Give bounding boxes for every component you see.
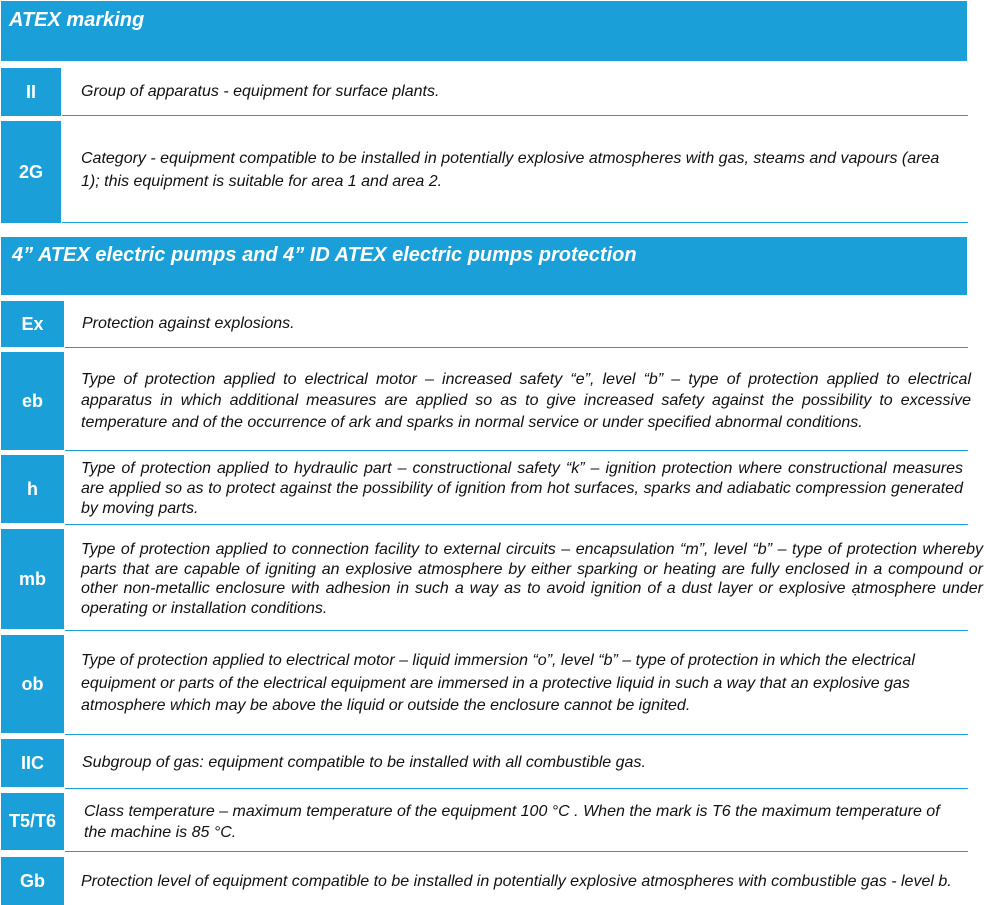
marking-description: Protection level of equipment compatible to be installed in potentially explosive atmospheres with combustible gas - level b. — [81, 872, 952, 890]
marking-code: 2G — [1, 121, 61, 223]
marking-code: Gb — [1, 857, 64, 905]
table-row — [0, 793, 968, 850]
marking-description: Subgroup of gas: equipment compatible to be installed with all combustible gas. — [82, 754, 646, 771]
marking-code: Ex — [1, 301, 64, 347]
marking-description: Type of protection applied to connection facility to external circuits – encapsulation “m”, level “b” – type of protection whereby parts that are capable of igniting an explosive atmosphere by either sparking or heating are fully enclosed in a compound or other non-metallic enclosure with adhesion in such a way as to avoid ignition of a dust layer or explosive ạtmosphere under operating or installation conditions. — [81, 541, 983, 617]
row-divider — [65, 630, 968, 631]
marking-code: h — [1, 455, 64, 523]
section-header-protection — [1, 237, 967, 295]
table-row — [0, 68, 968, 116]
table-row — [0, 739, 968, 787]
row-divider — [65, 851, 968, 852]
marking-description: Protection against explosions. — [82, 315, 295, 332]
table-row — [0, 635, 968, 733]
section-title: 4” ATEX electric pumps and 4” ID ATEX electric pumps protection — [12, 244, 637, 266]
row-divider — [62, 222, 968, 223]
marking-code: ob — [1, 635, 64, 733]
row-divider — [65, 450, 968, 451]
table-row — [0, 352, 971, 450]
marking-description: Group of apparatus - equipment for surface plants. — [81, 83, 440, 100]
table-row — [0, 301, 968, 347]
marking-code: mb — [1, 529, 64, 629]
marking-description: Category - equipment compatible to be installed in potentially explosive atmospheres with gas, steams and vapours (area 1); this equipment is suitable for area 1 and area 2. — [81, 150, 940, 190]
section-title: ATEX marking — [9, 9, 145, 31]
marking-description: Type of protection applied to hydraulic part – constructional safety “k” – ignition protection where constructional measures are applied so as to protect against the possibility of ignition from hot surfaces, sparks and adiabatic compression generated by moving parts. — [81, 460, 963, 517]
row-divider — [65, 788, 968, 789]
row-divider — [65, 734, 968, 735]
marking-code: II — [1, 68, 61, 116]
marking-code: IIC — [1, 739, 64, 787]
table-row — [0, 121, 968, 223]
table-row — [0, 529, 983, 629]
marking-code: eb — [1, 352, 64, 450]
section-header-atex-marking — [1, 1, 967, 61]
marking-description: Class temperature – maximum temperature of the equipment 100 °C . When the mark is T6 the maximum temperature of the machine is 85 °C. — [84, 802, 940, 841]
marking-description: Type of protection applied to electrical motor – liquid immersion “o”, level “b” – type of protection in which the electrical equipment or parts of the electrical equipment are immersed in a protective liquid in such a way that an explosive gas atmosphere which may be above the liquid or outside the enclosure cannot be ignited. — [81, 652, 915, 715]
table-row — [0, 455, 968, 523]
row-divider — [65, 347, 968, 348]
row-divider — [65, 524, 968, 525]
row-divider — [62, 115, 968, 116]
marking-code: T5/T6 — [1, 793, 64, 850]
table-row — [0, 857, 968, 905]
marking-description: Type of protection applied to electrical motor – increased safety “e”, level “b” – type of protection applied to electrical apparatus in which additional measures are applied so as to give increased safety against the possibility to excessive temperature and of the occurrence of ark and sparks in normal service or under specified abnormal conditions. — [81, 370, 971, 431]
